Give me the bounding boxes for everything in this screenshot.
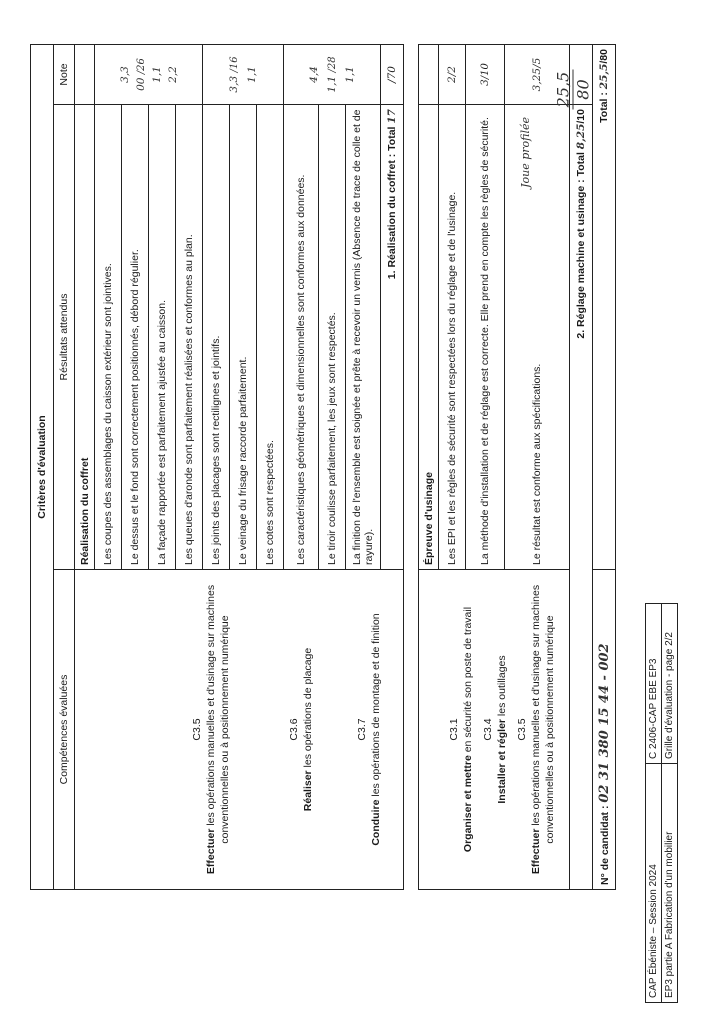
result-row: La façade rapportée est parfaitement ajustée au caisson. — [149, 105, 176, 570]
competences-block-2 — [419, 570, 570, 890]
note-cell: 3,3 /16 1,1 — [203, 45, 284, 105]
total-2: 2. Réglage machine et usinage : Total 8,25/10 — [570, 105, 593, 890]
footer-box — [645, 603, 685, 1003]
section-realisation: Réalisation du coffret — [75, 105, 95, 570]
section-usinage: Épreuve d'usinage — [419, 105, 439, 570]
footer-part: EP3 partie A Fabrication d'un mobilier — [662, 764, 678, 1003]
header-competences: Compétences évaluées — [54, 570, 75, 890]
note-c31: 2/2 — [439, 45, 466, 105]
result-row: Le dessus et le fond sont correctement positionnés, débord régulier. — [122, 105, 149, 570]
handwritten-comment: Joue profilée — [519, 117, 532, 188]
footer-code: C 2406-CAP EBE EP3 — [646, 604, 662, 764]
result-row: La finition de l'ensemble est soignée et prête à recevoir un vernis (Absence de trace de colle et de rayure). — [346, 105, 381, 570]
footer-session: CAP Ébéniste – Session 2024 — [646, 764, 662, 1003]
header-resultats: Résultats attendus — [54, 105, 75, 570]
header-note: Note — [54, 45, 75, 105]
result-row: Les caractéristiques géométriques et dimensionnelles sont conformes aux données. — [284, 105, 319, 570]
margin-score: 25,5 80 — [554, 70, 593, 110]
competences-block-1 — [75, 570, 404, 890]
candidate-number-cell: N° de candidat : 02 31 380 15 44 - 002 — [593, 570, 616, 890]
rotated-evaluation-sheet — [30, 45, 612, 890]
result-row: Les coupes des assemblages du caisson extérieur sont jointives. — [95, 105, 122, 570]
result-row: Les queues d'aronde sont parfaitement réalisées et conformes au plan. — [176, 105, 203, 570]
competence-c37: C3.7 Conduire les opérations de montage et de finition — [356, 613, 382, 846]
note-c35b: 3,25/5 — [505, 45, 570, 105]
result-row: La méthode d'installation et de réglage est correcte. Elle prend en compte les règles de sécurité. — [466, 105, 505, 570]
note-c34: 3/10 — [466, 45, 505, 105]
result-row: Les joints des placages sont rectilignes et jointifs. — [203, 105, 230, 570]
result-row: Le veinage du frisage raccorde parfaitement. — [230, 105, 257, 570]
grand-total: Total : 25,5/80 — [593, 45, 616, 570]
result-row: Les cotes sont respectées. — [257, 105, 284, 570]
result-row: Les EPI et les règles de sécurité sont respectées lors du réglage et de l'usinage. — [439, 105, 466, 570]
footer-page: Grille d'évaluation - page 2/2 — [662, 604, 678, 764]
competence-c35: C3.5 Effectuer les opérations manuelles et d'usinage sur machines conventionnelles ou à positionnement numérique — [191, 584, 231, 875]
result-row: Le résultat est conforme aux spécifications. Joue profilée — [505, 105, 570, 570]
note-cell: 4,4 1,1 /28 1,1 — [284, 45, 381, 105]
evaluation-table — [30, 44, 616, 890]
competence-c34: C3.4 Installer et régler les outillages — [482, 655, 508, 804]
competence-c35b: C3.5 Effectuer les opérations manuelles et d'usinage sur machines conventionnelles ou à positionnement numérique — [516, 584, 556, 875]
result-row: Le tiroir coulisse parfaitement, les jeux sont respectés. — [319, 105, 346, 570]
table-title: Critères d'évaluation — [31, 45, 54, 890]
competence-c36: C3.6 Réaliser les opérations de placage — [288, 647, 314, 812]
total-1: 1. Réalisation du coffret : Total 17 — [381, 105, 404, 570]
note-cell: 3,3 00 /26 1,1 2,2 — [95, 45, 203, 105]
competence-c31: C3.1 Organiser et mettre en sécurité son poste de travail — [448, 606, 474, 853]
total-1-max: /70 — [381, 45, 404, 105]
